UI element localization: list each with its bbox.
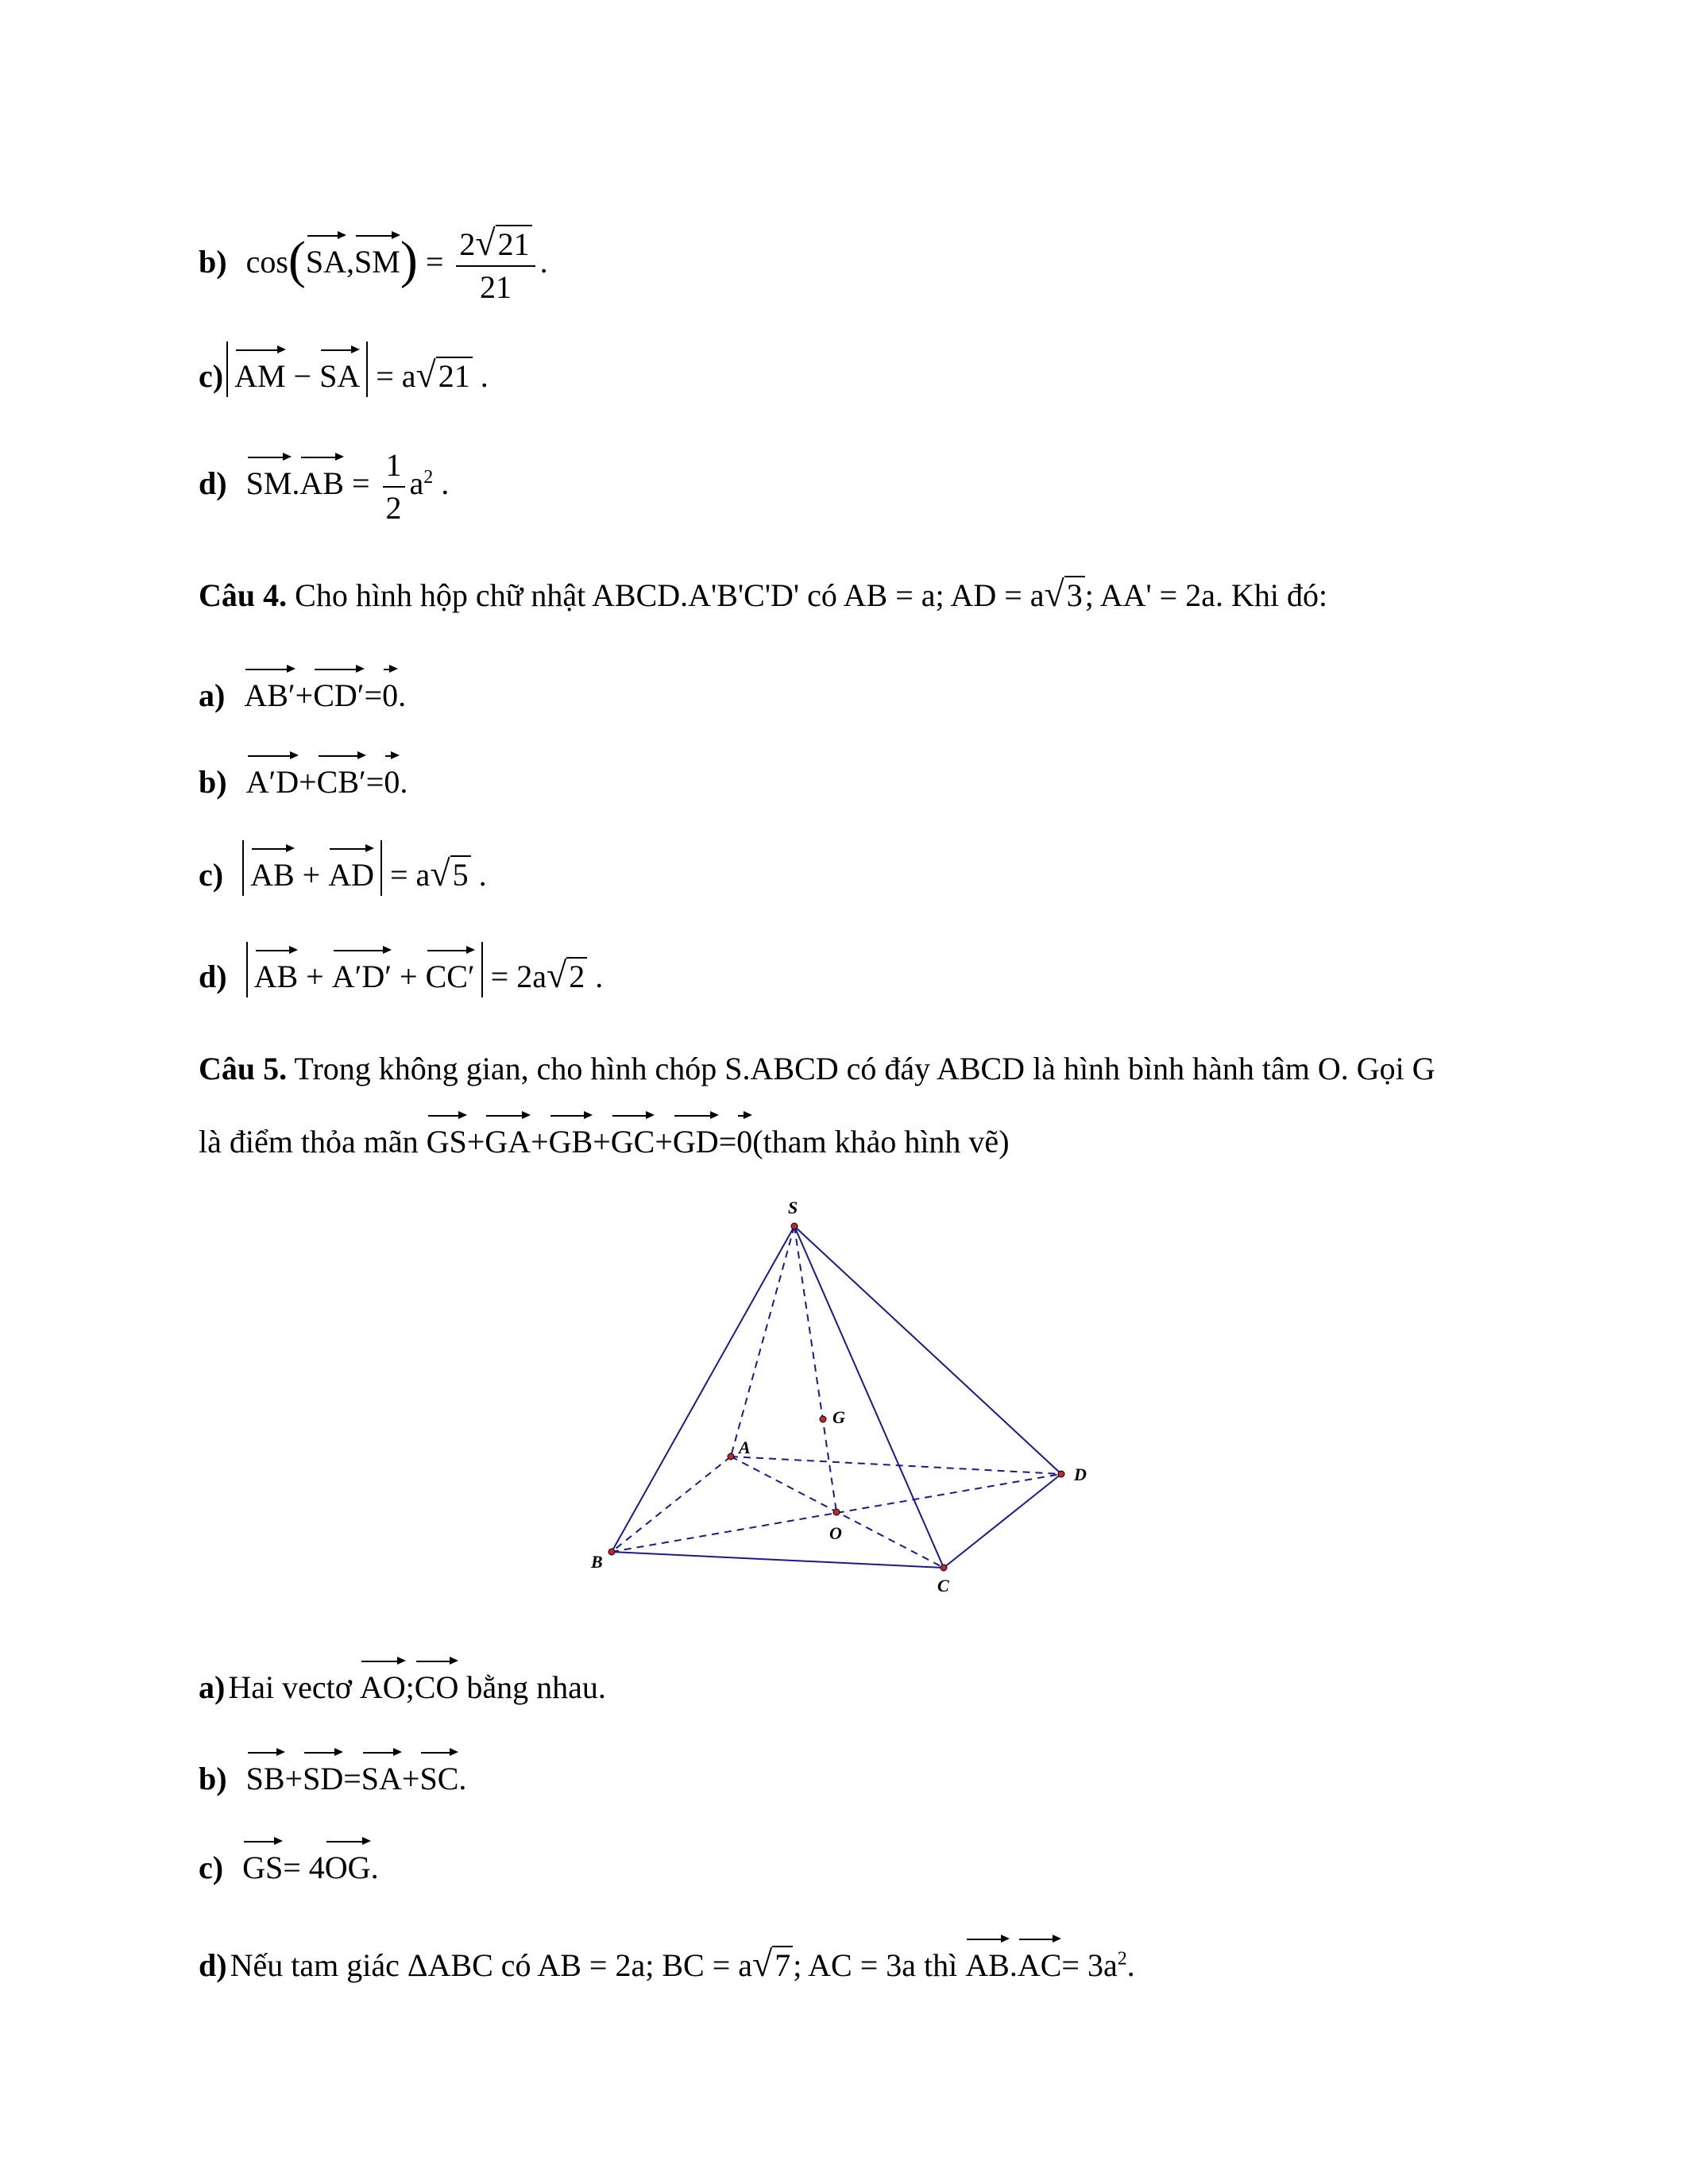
q5-option-a: a) Hai vectơ AO;CO bằng nhau. — [199, 1656, 606, 1708]
q5-option-d: d) Nếu tam giác ΔABC có AB = 2a; BC = a√7; AC = 3a thì $AB.AC= 3a^2$. — [199, 1934, 1135, 1986]
edge-bc — [612, 1552, 944, 1568]
question-label: Câu 4. — [199, 577, 288, 613]
label-s: S — [788, 1198, 798, 1217]
q4-option-a: a) AB′+CD′=0. — [199, 664, 406, 716]
label-c: C — [937, 1576, 949, 1596]
edge-ab — [612, 1457, 731, 1552]
q3-option-d: d) SM.AB = $\frac{1}{2}$ $a^2$ . — [199, 445, 449, 529]
q3-option-c: c) AM − SA = a√21 . — [199, 341, 489, 397]
option-label: c) — [199, 358, 224, 394]
label-a: A — [739, 1437, 751, 1457]
q4-option-d: d) AB + A′D′ + CC′ = 2a√2 . — [199, 942, 603, 997]
q5-option-b: b) SB+SD=SA+SC. — [199, 1747, 466, 1800]
magnitude: AM − SA — [226, 341, 368, 397]
point-d — [1058, 1471, 1064, 1477]
label-b: B — [591, 1552, 603, 1572]
point-g — [820, 1416, 826, 1422]
q5-stem-line2: là điểm thỏa mãn GS+GA+GB+GC+GD=0(tham khảo hình vẽ) — [199, 1110, 1010, 1163]
vector-sm: SM — [354, 230, 400, 283]
question-label: Câu 5. — [199, 1051, 288, 1086]
fraction-half: $\frac{1}{2}$ — [383, 445, 405, 529]
edge-sa — [731, 1226, 794, 1457]
sqrt-21: √21 — [416, 354, 473, 397]
point-b — [608, 1549, 615, 1555]
q4-option-c: c) AB + AD = a√5 . — [199, 840, 487, 896]
cos-text: cos — [245, 244, 288, 280]
vector-sa: SA — [306, 230, 346, 283]
point-c — [941, 1565, 947, 1571]
option-label: d) — [199, 465, 227, 502]
label-g: G — [832, 1407, 845, 1427]
label-o: O — [829, 1523, 842, 1543]
edge-sb — [612, 1226, 794, 1552]
edge-cd — [944, 1474, 1061, 1568]
pyramid-figure — [580, 1191, 1136, 1620]
q5-stem-line1: Câu 5. Trong không gian, cho hình chóp S.ABCD có đáy ABCD là hình bình hành tâm O. Gọi G — [199, 1051, 1435, 1086]
point-a — [728, 1453, 734, 1460]
q5-option-c: c) GS= 4OG. — [199, 1836, 379, 1889]
edge-sd — [794, 1226, 1061, 1474]
q4-stem: Câu 4. Cho hình hộp chữ nhật ABCD.A'B'C'D' có AB = a; AD = a√3; AA' = 2a. Khi đó: — [199, 573, 1328, 614]
point-o — [833, 1509, 840, 1515]
option-label: b) — [199, 244, 227, 280]
q4-option-b: b) A′D+CB′=0. — [199, 751, 408, 803]
point-s — [791, 1223, 798, 1229]
fraction: $\frac{2√21}{21}$ — [456, 222, 535, 308]
q3-option-b: b) cos(SA,SM) = $\frac{2√21}{21}$ . — [199, 222, 548, 308]
segment-so — [794, 1226, 836, 1512]
label-d: D — [1074, 1464, 1087, 1484]
